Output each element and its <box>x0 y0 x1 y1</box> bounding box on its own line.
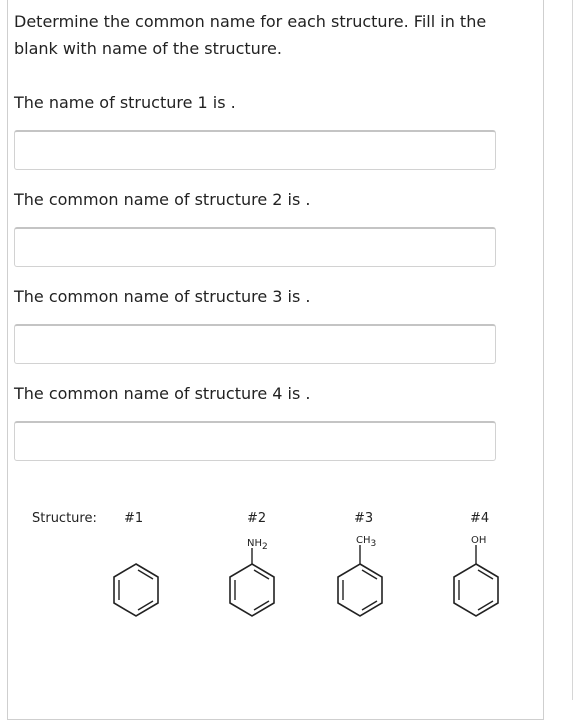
structure-3-number: #3 <box>354 511 374 526</box>
answer-field-4[interactable] <box>14 421 496 461</box>
page-divider <box>572 0 573 700</box>
structure-1-number: #1 <box>124 511 144 526</box>
question-1-label: The name of structure 1 is . <box>14 93 236 112</box>
structure-3-toluene <box>334 545 386 620</box>
structure-1-benzene <box>110 560 162 620</box>
answer-field-1[interactable] <box>14 130 496 170</box>
structure-4-substituent: OH <box>471 535 487 546</box>
answer-field-2[interactable] <box>14 227 496 267</box>
structure-4-phenol <box>450 545 502 620</box>
answer-field-3[interactable] <box>14 324 496 364</box>
structure-2-aniline <box>226 548 278 620</box>
structure-2-number: #2 <box>247 511 267 526</box>
structure-4-number: #4 <box>470 511 490 526</box>
question-4-label: The common name of structure 4 is . <box>14 384 311 403</box>
structure-2-substituent: $NH_2$ <box>247 538 268 552</box>
question-3-label: The common name of structure 3 is . <box>14 287 311 306</box>
question-2-label: The common name of structure 2 is . <box>14 190 311 209</box>
structure-3-substituent: $CH_3$ <box>356 535 377 549</box>
question-instructions: Determine the common name for each structure. Fill in the blank with name of the structure. <box>14 12 487 58</box>
structure-heading: Structure: <box>32 511 97 526</box>
